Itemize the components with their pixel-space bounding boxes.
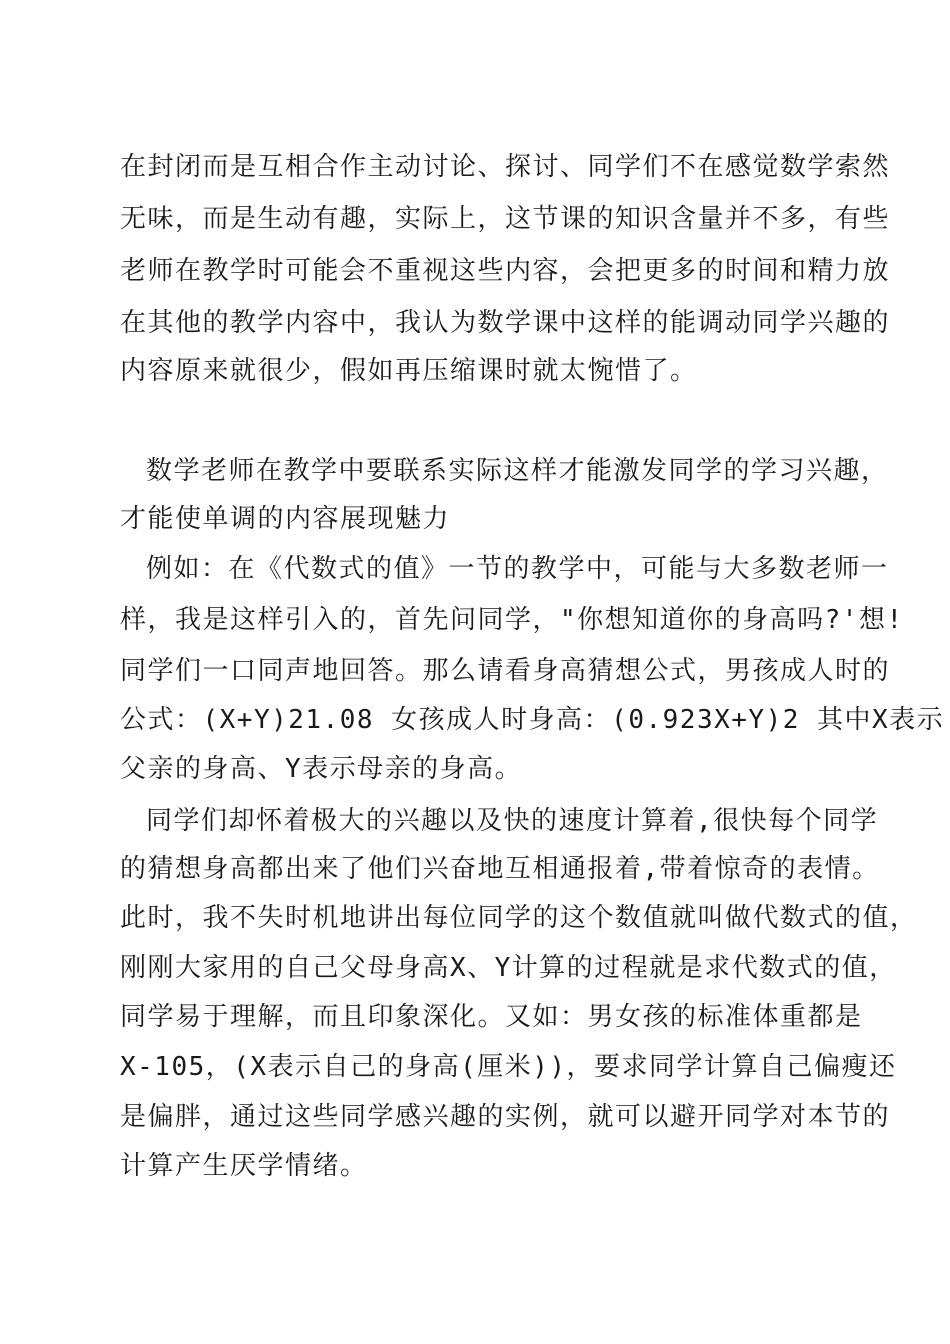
text-line: 在其他的教学内容中，我认为数学课中这样的能调动同学兴趣的 — [120, 308, 891, 338]
text-line: 无味，而是生动有趣，实际上，这节课的知识含量并不多，有些 — [120, 204, 891, 234]
text-line: 同学们一口同声地回答。那么请看身高猜想公式，男孩成人时的 — [120, 656, 891, 686]
text-line: 同学们却怀着极大的兴趣以及快的速度计算着,很快每个同学 — [146, 806, 879, 836]
text-line: 样，我是这样引入的，首先问同学，"你想知道你的身高吗?'想! — [120, 605, 904, 635]
text-line: 在封闭而是互相合作主动讨论、探讨、同学们不在感觉数学索然 — [120, 152, 891, 182]
text-line: 公式：(X+Y)21.08 女孩成人时身高：(0.923X+Y)2 其中X表示 — [120, 705, 945, 735]
text-line: X-105，(X表示自己的身高(厘米))，要求同学计算自己偏瘦还 — [120, 1052, 897, 1082]
text-line: 计算产生厌学情绪。 — [120, 1151, 368, 1181]
text-line: 同学易于理解，而且印象深化。又如：男女孩的标准体重都是 — [120, 1002, 863, 1032]
text-line: 是偏胖，通过这些同学感兴趣的实例，就可以避开同学对本节的 — [120, 1102, 891, 1132]
section-heading-line: 才能使单调的内容展现魅力 — [120, 504, 451, 534]
text-line: 例如：在《代数式的值》一节的教学中，可能与大多数老师一 — [146, 554, 889, 584]
text-line: 父亲的身高、Y表示母亲的身高。 — [120, 754, 523, 784]
text-line: 老师在教学时可能会不重视这些内容，会把更多的时间和精力放 — [120, 256, 891, 286]
text-line: 刚刚大家用的自己父母身高X、Y计算的过程就是求代数式的值， — [120, 953, 897, 983]
text-line: 此时，我不失时机地讲出每位同学的这个数值就叫做代数式的值， — [120, 903, 918, 933]
text-line: 的猜想身高都出来了他们兴奋地互相通报着,带着惊奇的表情。 — [120, 854, 880, 884]
text-line: 内容原来就很少，假如再压缩课时就太惋惜了。 — [120, 356, 698, 386]
section-heading-line: 数学老师在教学中要联系实际这样才能激发同学的学习兴趣， — [146, 456, 889, 486]
